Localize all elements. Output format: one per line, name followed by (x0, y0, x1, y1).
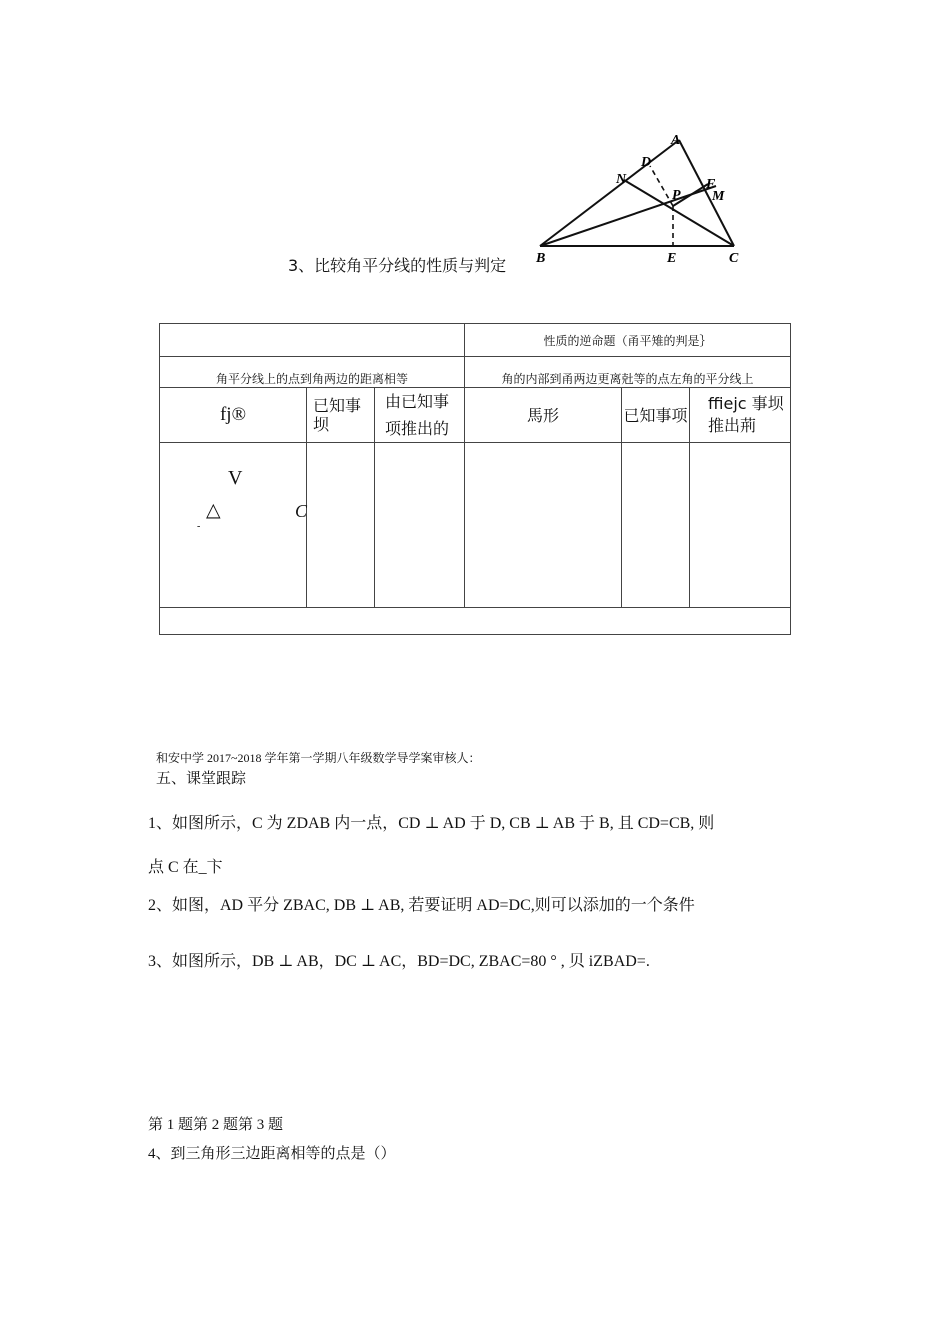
question-3: 3、如图所示，DB ⊥ AB，DC ⊥ AC，BD=DC, ZBAC=80 ° , 贝 iZBAD=. (148, 953, 650, 970)
triangle-figure (528, 128, 758, 268)
label-e: E (667, 251, 677, 266)
school-header: 和安中学 2017~2018 学年第一学期八年级数学导学案审核人： (156, 751, 481, 765)
col-derived-header: 由已知事项推出的 (375, 388, 465, 443)
label-c: C (729, 251, 739, 266)
section3-title: 3、比较角平分线的性质与判定 (288, 256, 507, 275)
figure-c: C (295, 501, 308, 521)
figure-cell (160, 443, 307, 608)
triangle-icon: △ (206, 499, 221, 521)
comparison-table (159, 323, 791, 635)
col-figure-header-2: 馬形 (465, 388, 622, 443)
col-known-header: 已知事坝 (307, 388, 375, 443)
col-known-header-2: 已知事项 (622, 388, 690, 443)
col-figure-header: fj® (160, 388, 307, 443)
section5-title: 五、课堂跟踪 (156, 769, 247, 787)
right-statement: 角的内部到甬两边更离兙等的点左角的平分线上 (465, 357, 791, 388)
label-b: B (536, 251, 546, 266)
figure-dash: - (197, 521, 201, 532)
label-a: A (671, 133, 681, 148)
question-1-line1: 1、如图所示，C 为 ZDAB 内一点，CD ⊥ AD 于 D, CB ⊥ AB 于 B, 且 CD=CB, 则 (148, 815, 715, 832)
header-left-empty (160, 324, 465, 357)
label-m: M (712, 189, 725, 204)
question-2: 2、如图，AD 平分 ZBAC, DB ⊥ AB, 若要证明 AD=DC,则可以添加的一个条件 (148, 897, 695, 914)
known-cell (307, 443, 375, 608)
derived-cell-2 (690, 443, 791, 608)
question-1-line2: 点 C 在_卞 (148, 859, 223, 876)
label-n: N (616, 172, 627, 187)
header-converse: 性质的逆命题（甬平雉的判是｝ (465, 324, 791, 357)
table-footer-row (160, 608, 791, 635)
known-cell-2 (622, 443, 690, 608)
figure-cell-2 (465, 443, 622, 608)
col-derived-header-2: ffiejc 事坝推出荊 (690, 388, 791, 443)
figure-captions: 第 1 题第 2 题第 3 题 (148, 1117, 284, 1133)
figure-v: V (228, 467, 243, 489)
label-p: P (672, 188, 681, 203)
label-f: F (706, 177, 716, 192)
derived-cell (375, 443, 465, 608)
left-statement: 角平分线上的点到角两边的距离相等 (160, 357, 465, 388)
label-d: D (641, 155, 652, 170)
question-4: 4、到三角形三边距离相等的点是（） (148, 1146, 396, 1162)
